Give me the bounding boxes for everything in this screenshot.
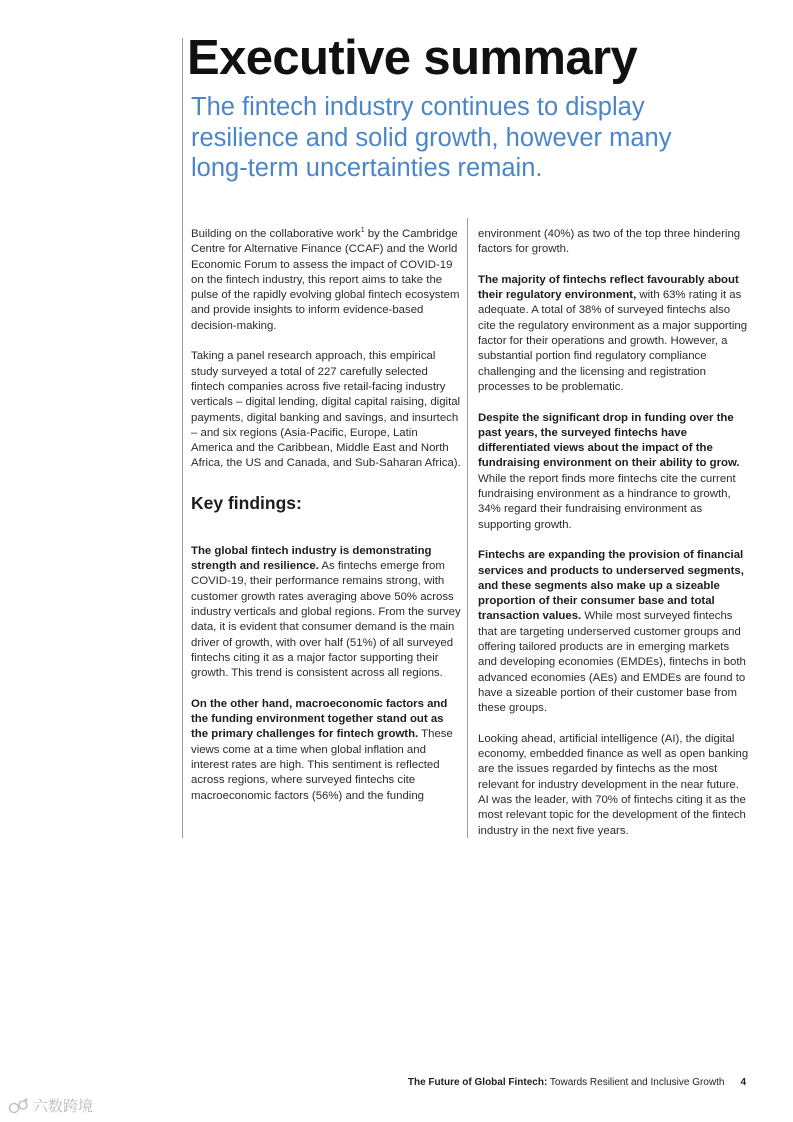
footer-report-title: The Future of Global Fintech: [407,1077,548,1088]
finding-paragraph-1: The global fintech industry is demonstrating strength and resilience. As fintechs emerge from COVID-19, their performance remains strong, with customer growth rates averaging above 50% across industry verticals and global regions. From the survey data, it is evident that consumer demand is the main driver of growth, with over half (51%) of all surveyed fintechs citing it as a major factor supporting their growth. This trend is consistent across all regions. [191,544,461,680]
left-margin-rule [182,38,183,838]
finding-paragraph-5: Fintechs are expanding the provision of financial services and products to underserved segments, and these segments also make up a sizeable proportion of their consumer base and total transaction values. While most surveyed fintechs that are targeting underserved customer groups and offering tailored products are in emerging markets and developing economies (EMDEs), fintechs in both advanced economies (AEs) and EMDEs are found to have a sizeable portion of their customer base from these groups. [478,549,746,715]
footnote-ref[interactable]: 1 [360,227,365,235]
finding-paragraph-3: The majority of fintechs reflect favourably about their regulatory environment, with 63% rating it as adequate. A total of 38% of surveyed fintechs also cite the regulatory environment as a major supporting factor for their operations and growth. However, a substantial portion find regulatory compliance challenging and the licensing and registration processes to be problematic. [478,273,748,393]
intro-paragraph-1: Building on the collaborative work$^1$ by the Cambridge Centre for Alternative Finance (CCAF) and the World Economic Forum to assess the impact of COVID-19 on the fintech industry, this report aims to take the pulse of the rapidly evolving global fintech ecosystem and provide insights to inform evidence-based decision-making. [191,227,460,332]
watermark-text: 六数跨境 [33,1098,94,1115]
finding-paragraph-4: Despite the significant drop in funding over the past years, the surveyed fintechs have differentiated views about the impact of the fundraising environment on their ability to grow. While the report finds more fintechs cite the current fundraising environment as a hindrance to growth, 34% regard their fundraising environment as supporting growth. [478,411,740,531]
finding-paragraph-2: On the other hand, macroeconomic factors and the funding environment together stand out as the primary challenges for fintech growth. These views come at a time when global inflation and interest rates are high. This sentiment is reflected across regions, where surveyed fintechs cite macroeconomic factors (56%) and the funding [191,697,453,802]
watermark [8,1095,93,1116]
key-findings-heading: Key findings: [191,492,302,513]
page-title: Executive summary [187,31,638,85]
intro-paragraph-2: Taking a panel research approach, this empirical study surveyed a total of 227 carefully selected fintech companies across five retail-facing industry verticals – digital lending, digital capital raising, digital payments, digital banking and savings, and insurtech – and six regions (Asia-Pacific, Europe, Latin America and the Caribbean, Middle East and North Africa, the US and Canada, and Sub-Saharan Africa). [191,350,461,470]
continuation-paragraph: environment (40%) as two of the top three hindering factors for growth. [478,228,741,256]
footer-report-subtitle: Towards Resilient and Inclusive Growth [547,1077,725,1088]
column-divider-rule [467,218,468,838]
page-number: 4 [740,1077,746,1088]
finding-paragraph-6: Looking ahead, artificial intelligence (AI), the digital economy, embedded finance as well as open banking are the issues regarded by fintechs as the most relevant for industry development in the near future. AI was the leader, with 70% of fintechs citing it as the most relevant topic for the development of the fintech industry in the next five years. [478,732,749,837]
watermark-logo-icon [8,1097,30,1115]
page-footer [408,1077,746,1088]
left-column [191,227,461,819]
page-subtitle: The fintech industry continues to display resilience and solid growth, however many long-term uncertainties remain. [191,93,672,182]
right-column [478,227,750,854]
